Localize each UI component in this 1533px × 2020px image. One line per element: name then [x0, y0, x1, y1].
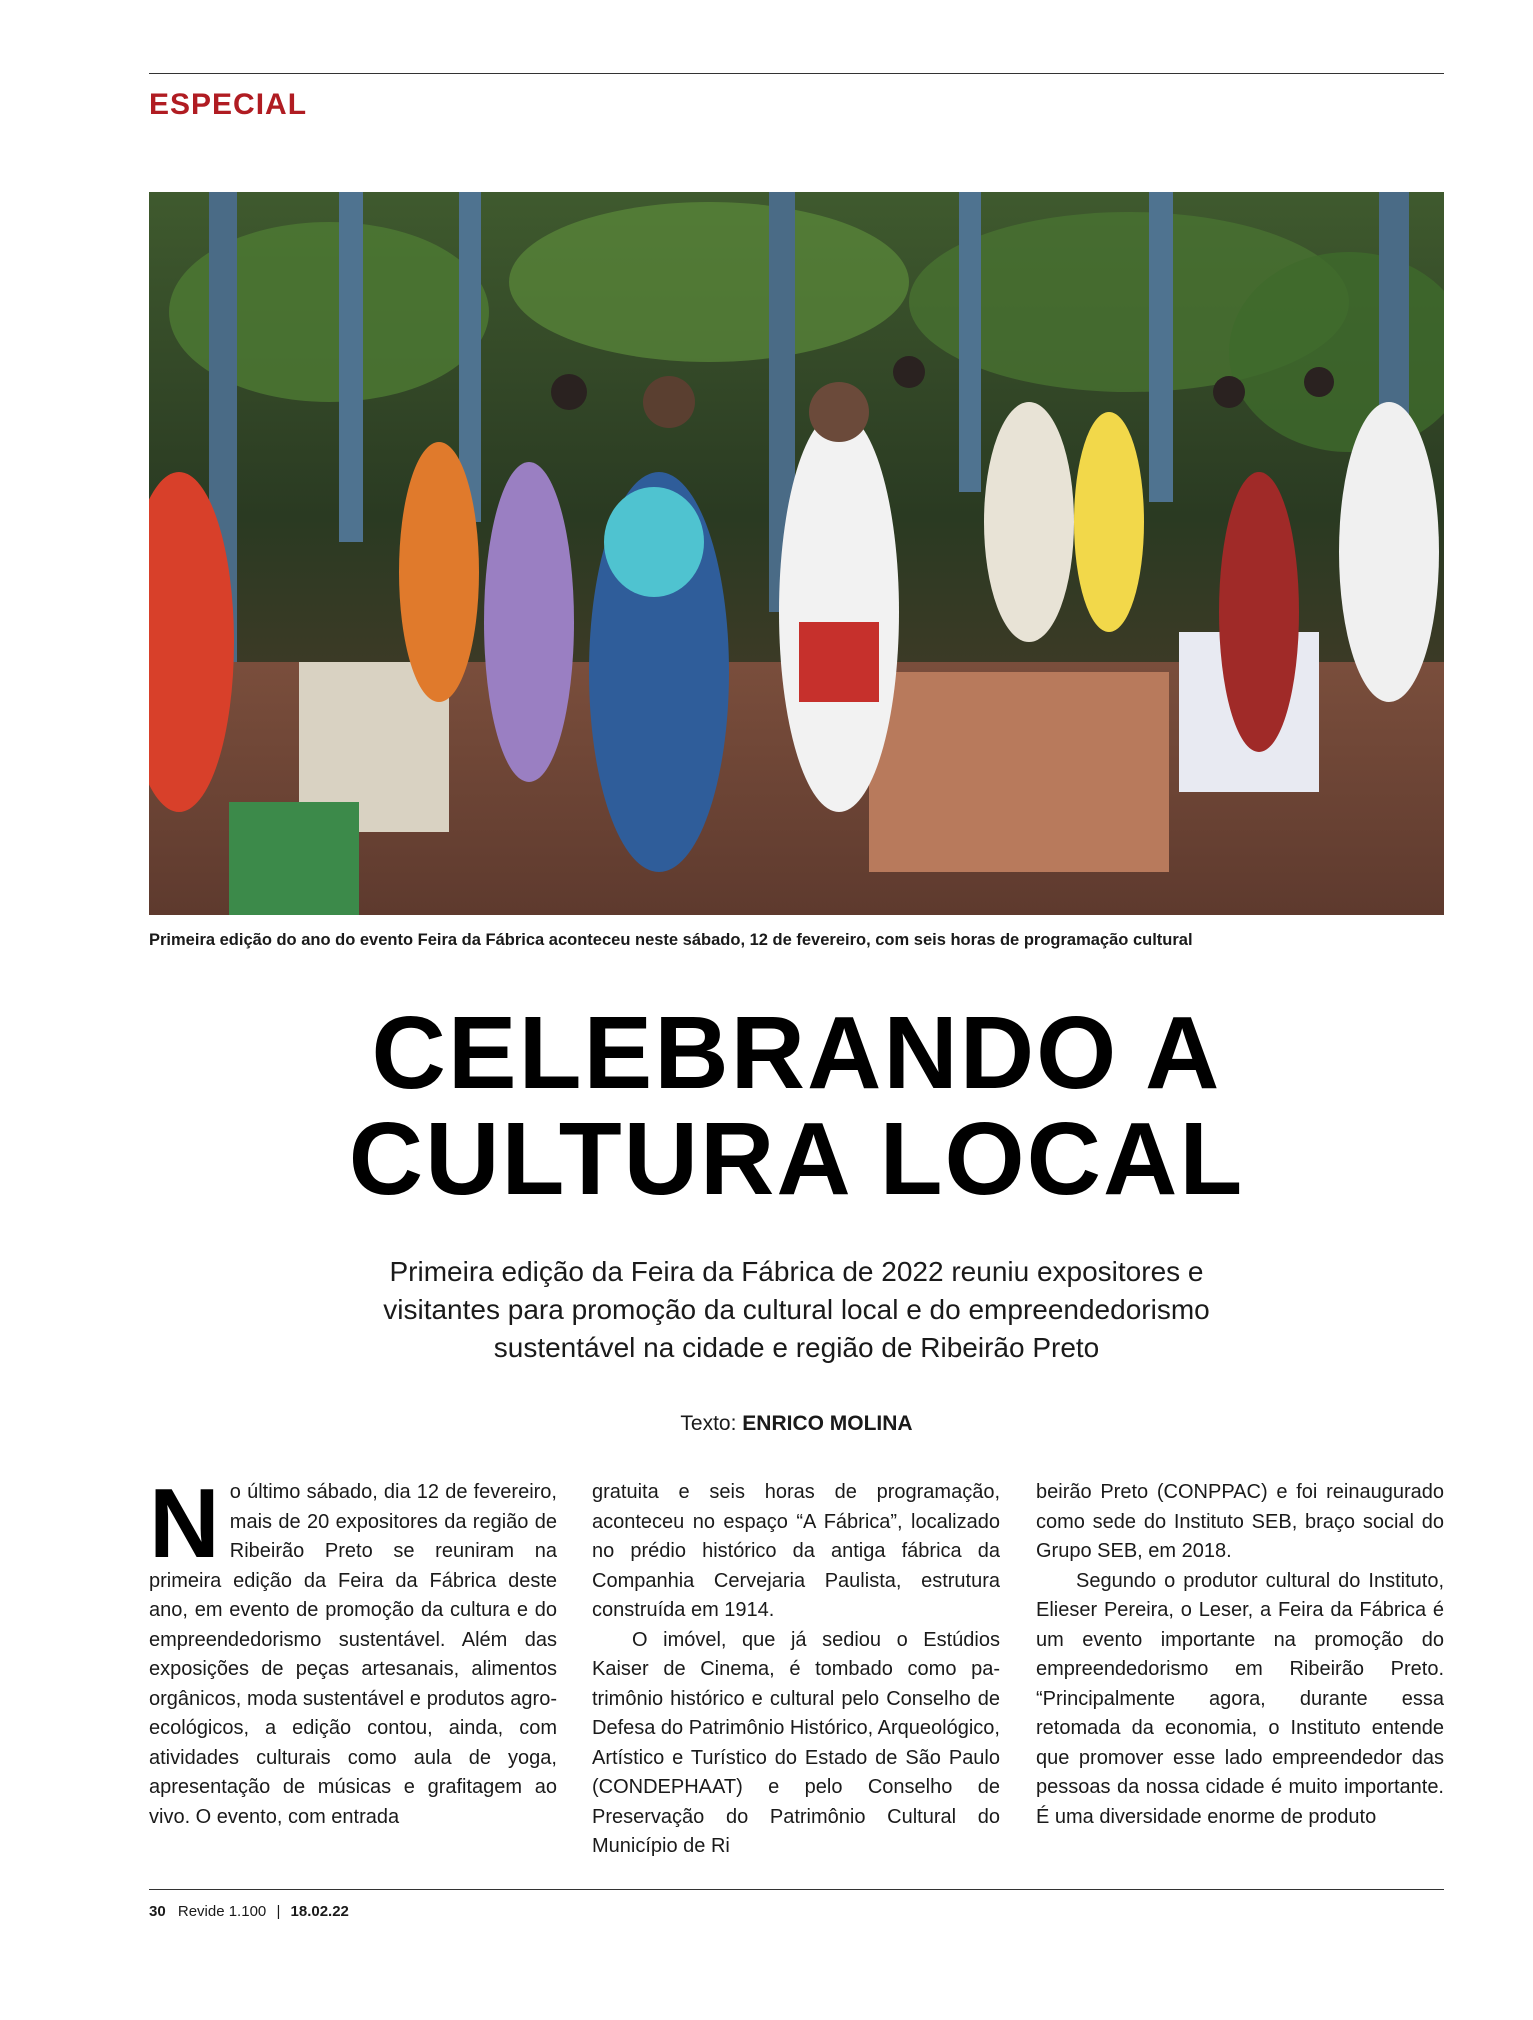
byline [149, 1412, 1444, 1436]
top-rule [149, 73, 1444, 74]
body-column-3 [1036, 1478, 1444, 1832]
market-scene-illustration [149, 192, 1444, 915]
subheadline [149, 1253, 1444, 1367]
column-2-paragraph-2: O imóvel, que já sediou o Estúdios Kaiser de Cinema, é tombado como patrimônio histórico e cultural pelo Conselho de Defesa do Patrimônio Histórico, Arqueológico, Artístico e Turístico do Estado de São Paulo (CONDEPHAAT) e pelo Conselho de Preservação do Patrimônio Cultural do Município de Ri [592, 1628, 1000, 1857]
magazine-issue: Revide 1.100 [177, 1903, 267, 1920]
footer-separator: | [276, 1903, 281, 1920]
subhead-line-3: sustentável na cidade e região de Ribeirão Preto [493, 1332, 1100, 1363]
headline [149, 995, 1444, 1216]
section-label: ESPECIAL [149, 88, 308, 121]
drop-cap: N [149, 1468, 220, 1578]
headline-line-2: CULTURA LOCAL [348, 1101, 1245, 1216]
column-2-paragraph-1: gratuita e seis horas de programação, aconteceu no espaço “A Fábrica”, localizado no prédio histórico da antiga fábrica da Companhia Cervejaria Paulista, estrutura construída em 1914. [592, 1481, 1000, 1621]
bottom-rule [149, 1889, 1444, 1890]
subhead-line-1: Primeira edição da Feira da Fábrica de 2022 reuniu expositores e [389, 1256, 1204, 1287]
column-1-paragraph: o último sábado, dia 12 de fevereiro, mais de 20 expositores da região de Ribeirão Preto se reuniram na primeira edição da Feira da Fábrica deste ano, em evento de promoção da cultura e do empreendedorismo sustentável. Além das exposições de peças artesanais, alimentos orgânicos, moda sustentável e produtos agroecológicos, a edição contou, ainda, com atividades culturais como aula de yoga, apresentação de músicas e grafitagem ao vivo. O evento, com entrada [149, 1481, 557, 1828]
subhead-line-2: visitantes para promoção da cultural local e do empreendedorismo [383, 1294, 1210, 1325]
photo-caption: Primeira edição do ano do evento Feira da Fábrica aconteceu neste sábado, 12 de fevereiro, com seis horas de programação cultural [149, 931, 1193, 949]
column-3-paragraph-1: beirão Preto (CONPPAC) e foi reinaugurado como sede do Instituto SEB, braço social do Grupo SEB, em 2018. [1036, 1481, 1444, 1562]
event-photo [149, 192, 1444, 915]
body-column-1 [149, 1468, 557, 1832]
page-number: 30 [149, 1903, 166, 1920]
byline-author: ENRICO MOLINA [742, 1412, 913, 1435]
headline-line-1: CELEBRANDO A [371, 995, 1222, 1110]
issue-date: 18.02.22 [290, 1903, 349, 1920]
byline-label: Texto: [680, 1412, 737, 1435]
body-column-2 [592, 1478, 1000, 1862]
page-footer [149, 1903, 349, 1920]
column-3-paragraph-2: Segundo o produtor cultural do Instituto, Elieser Pereira, o Leser, a Feira da Fábrica é um evento importante na promoção do empreendedorismo em Ribeirão Preto. “Principalmente agora, durante essa retomada da economia, o Instituto entende que promover esse lado empreendedor das pessoas da nossa cidade é muito importante. É uma diversidade enorme de produto [1036, 1569, 1444, 1828]
